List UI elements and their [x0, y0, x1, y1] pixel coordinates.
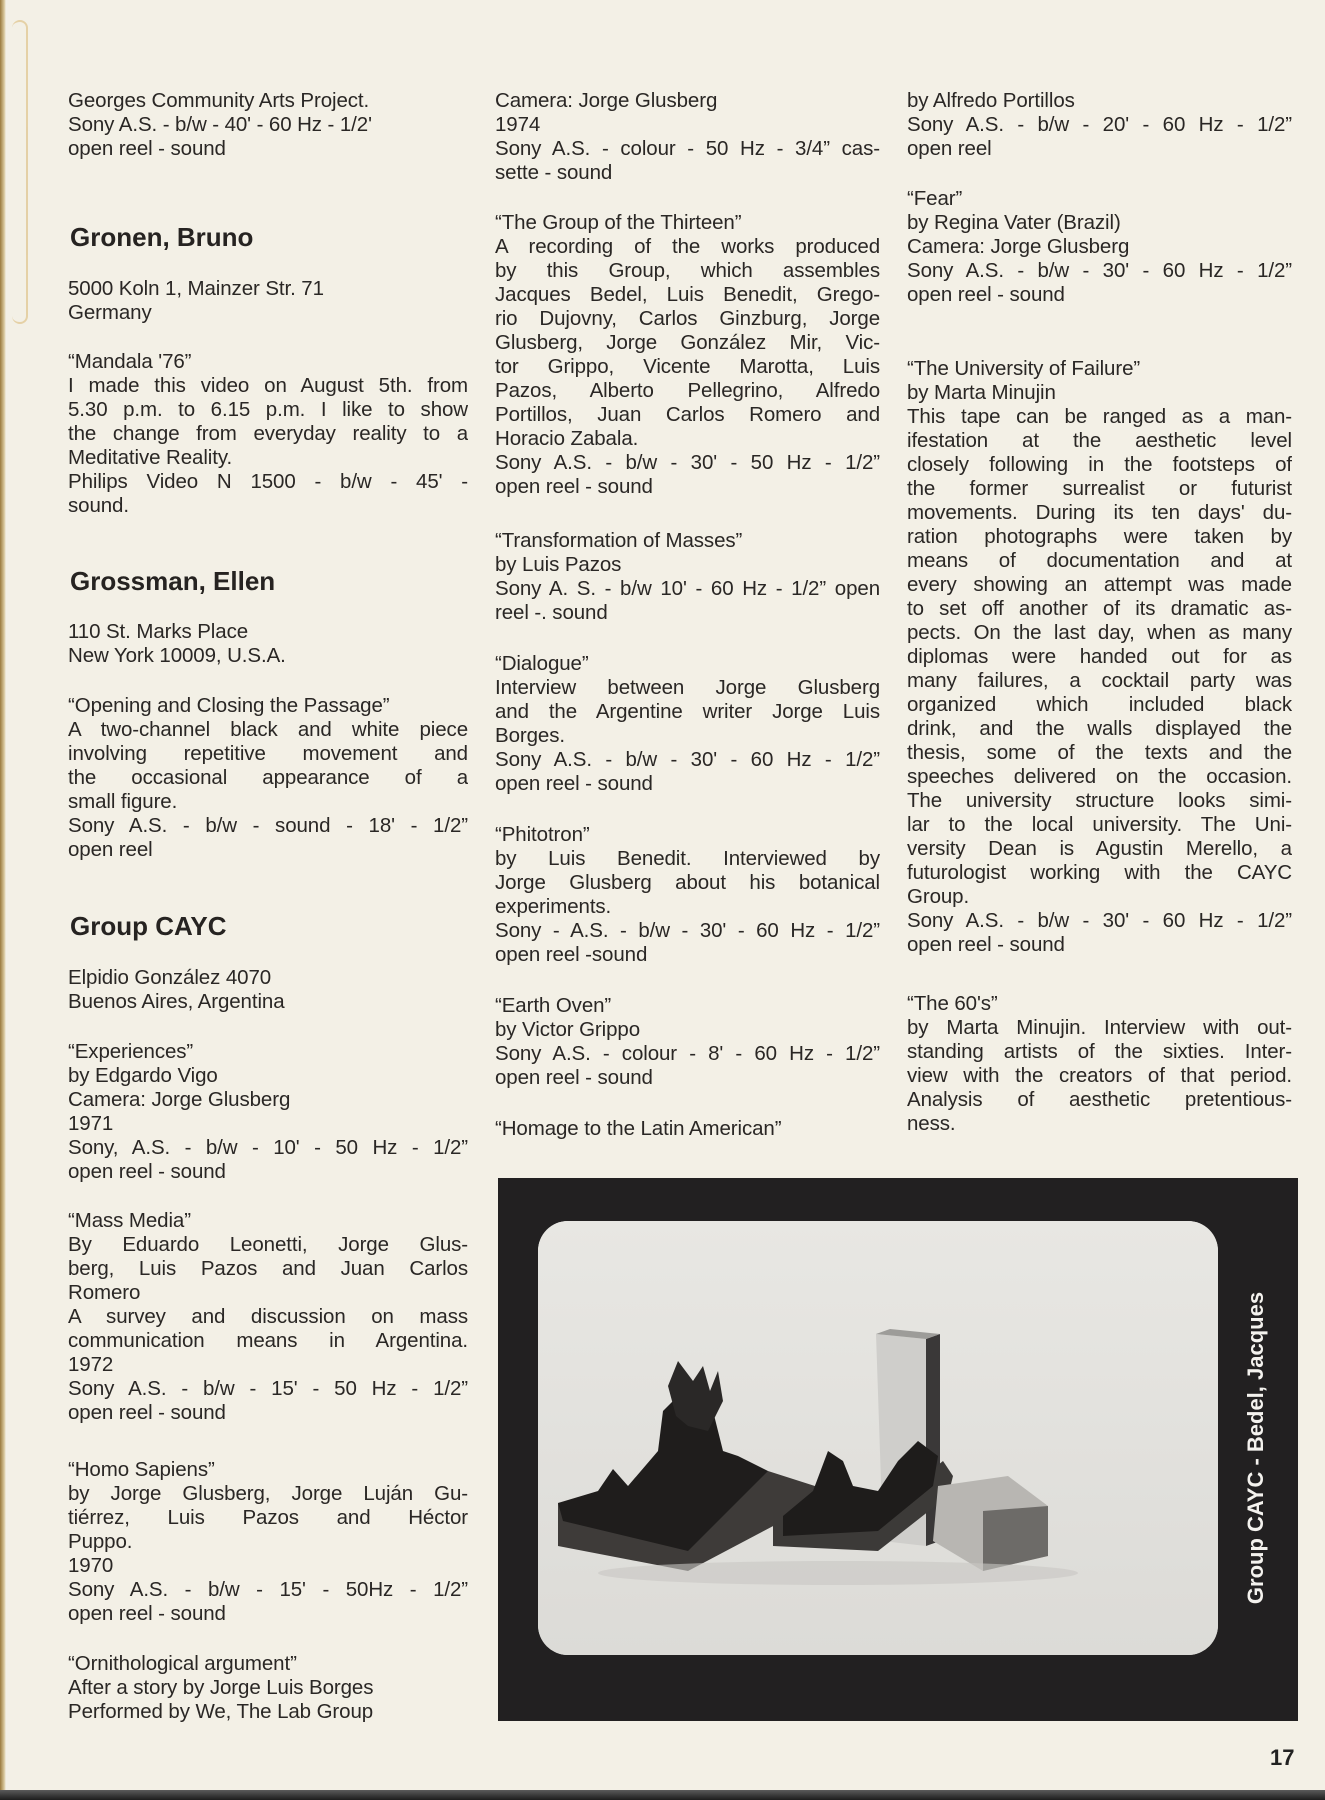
text-line: by Alfredo Portillos: [907, 89, 1075, 112]
text-line: many failures, a cocktail party was: [907, 669, 1292, 692]
text-line: Sony A.S. - b/w - 20' - 60 Hz - 1/2”: [907, 113, 1292, 136]
text-line: 1974: [495, 113, 541, 136]
text-line: movements. During its ten days' du-: [907, 501, 1292, 524]
text-line: by Marta Minujin. Interview with out-: [907, 1016, 1292, 1039]
text-line: sette - sound: [495, 161, 613, 184]
work-title: “Earth Oven”: [495, 994, 612, 1017]
text-line: Analysis of aesthetic pretentious-: [907, 1088, 1292, 1111]
work-title: “Homage to the Latin American”: [495, 1117, 782, 1140]
text-line: Sony A.S. - colour - 8' - 60 Hz - 1/2”: [495, 1042, 880, 1065]
artist-heading: Grossman, Ellen: [70, 566, 276, 596]
work-title: “Transformation of Masses”: [495, 529, 743, 552]
address-line: Buenos Aires, Argentina: [68, 990, 285, 1013]
text-line: open reel - sound: [495, 1066, 653, 1089]
work-title: “Homo Sapiens”: [68, 1458, 215, 1481]
text-line: Glusberg, Jorge González Mir, Vic-: [495, 331, 880, 354]
text-line: tor Grippo, Vicente Marotta, Luis: [495, 355, 880, 378]
text-line: organized which included black: [907, 693, 1292, 716]
work-title: “Fear”: [907, 187, 963, 210]
text-line: By Eduardo Leonetti, Jorge Glus-: [68, 1233, 468, 1256]
text-line: involving repetitive movement and: [68, 742, 468, 765]
text-line: Sony A.S. - b/w - sound - 18' - 1/2”: [68, 814, 468, 837]
address-line: New York 10009, U.S.A.: [68, 644, 286, 667]
text-line: Sony A.S. - b/w - 40' - 60 Hz - 1/2': [68, 113, 372, 136]
text-line: 5.30 p.m. to 6.15 p.m. I like to show: [68, 398, 468, 421]
text-line: by Regina Vater (Brazil): [907, 211, 1121, 234]
work-title: “Opening and Closing the Passage”: [68, 694, 390, 717]
text-line: open reel: [907, 137, 992, 160]
artist-heading: Group CAYC: [70, 911, 227, 941]
text-line: 1970: [68, 1554, 114, 1577]
text-line: by Marta Minujin: [907, 381, 1056, 404]
text-line: reel -. sound: [495, 601, 608, 624]
text-line: versity Dean is Agustin Merello, a: [907, 837, 1292, 860]
text-line: Jacques Bedel, Luis Benedit, Grego-: [495, 283, 880, 306]
text-line: sound.: [68, 494, 129, 517]
text-line: A recording of the works produced: [495, 235, 880, 258]
address-line: 5000 Koln 1, Mainzer Str. 71: [68, 277, 324, 300]
text-line: Romero: [68, 1281, 141, 1304]
text-line: to set off another of its dramatic as-: [907, 597, 1292, 620]
text-line: Sony A.S. - b/w - 15' - 50 Hz - 1/2”: [68, 1377, 468, 1400]
text-line: 1971: [68, 1112, 114, 1135]
paper-stain: [12, 20, 28, 324]
artist-heading: Gronen, Bruno: [70, 222, 254, 252]
text-line: Jorge Glusberg about his botanical: [495, 871, 880, 894]
text-line: Camera: Jorge Glusberg: [68, 1088, 291, 1111]
text-line: by Jorge Glusberg, Jorge Luján Gu-: [68, 1482, 468, 1505]
text-line: open reel - sound: [68, 1160, 226, 1183]
text-line: Portillos, Juan Carlos Romero and: [495, 403, 880, 426]
text-line: rio Dujovny, Carlos Ginzburg, Jorge: [495, 307, 880, 330]
text-line: means of documentation and at: [907, 549, 1292, 572]
text-line: Sony A.S. - b/w - 30' - 60 Hz - 1/2”: [495, 748, 880, 771]
text-line: open reel - sound: [495, 772, 653, 795]
sculpture-illustration: [538, 1221, 1218, 1655]
text-line: Philips Video N 1500 - b/w - 45' -: [68, 470, 468, 493]
scan-bottom-edge: [0, 1790, 1325, 1800]
text-line: Sony A.S. - b/w - 30' - 50 Hz - 1/2”: [495, 451, 880, 474]
text-line: experiments.: [495, 895, 612, 918]
text-line: After a story by Jorge Luis Borges: [68, 1676, 374, 1699]
text-line: every showing an attempt was made: [907, 573, 1292, 596]
work-title: “Mass Media”: [68, 1209, 191, 1232]
photo-caption: Group CAYC - Bedel, Jacques: [1243, 1291, 1268, 1605]
text-line: Puppo.: [68, 1530, 133, 1553]
text-line: This tape can be ranged as a man-: [907, 405, 1292, 428]
text-line: Performed by We, The Lab Group: [68, 1700, 374, 1723]
text-line: ration photographs were taken by: [907, 525, 1292, 548]
text-line: by Luis Pazos: [495, 553, 622, 576]
text-line: pects. On the last day, when as many: [907, 621, 1292, 644]
address-line: Elpidio González 4070: [68, 966, 272, 989]
text-line: ness.: [907, 1112, 956, 1135]
text-line: closely following in the footsteps of: [907, 453, 1292, 476]
text-line: Meditative Reality.: [68, 446, 233, 469]
text-line: the change from everyday reality to a: [68, 422, 468, 445]
work-title: “Phitotron”: [495, 823, 590, 846]
text-line: open reel - sound: [68, 1602, 226, 1625]
text-line: open reel - sound: [68, 137, 226, 160]
text-line: open reel - sound: [495, 475, 653, 498]
text-line: Sony A.S. - b/w - 30' - 60 Hz - 1/2”: [907, 259, 1292, 282]
work-title: “The University of Failure”: [907, 357, 1141, 380]
work-title: “Ornithological argument”: [68, 1652, 297, 1675]
text-line: Group.: [907, 885, 970, 908]
text-line: Borges.: [495, 724, 565, 747]
text-line: speeches delivered on the occasion.: [907, 765, 1292, 788]
text-line: standing artists of the sixties. Inter-: [907, 1040, 1292, 1063]
text-line: and the Argentine writer Jorge Luis: [495, 700, 880, 723]
text-line: futurologist working with the CAYC: [907, 861, 1292, 884]
text-line: Georges Community Arts Project.: [68, 89, 370, 112]
text-line: by this Group, which assembles: [495, 259, 880, 282]
text-line: open reel: [68, 838, 153, 861]
text-line: tiérrez, Luis Pazos and Héctor: [68, 1506, 468, 1529]
address-line: Germany: [68, 301, 152, 324]
text-line: by Luis Benedit. Interviewed by: [495, 847, 880, 870]
text-line: Sony, A.S. - b/w - 10' - 50 Hz - 1/2”: [68, 1136, 468, 1159]
text-line: Pazos, Alberto Pellegrino, Alfredo: [495, 379, 880, 402]
text-line: Horacio Zabala.: [495, 427, 639, 450]
text-line: Sony A.S. - b/w - 15' - 50Hz - 1/2”: [68, 1578, 468, 1601]
text-line: Sony A. S. - b/w 10' - 60 Hz - 1/2” open: [495, 577, 880, 600]
text-line: Sony A.S. - b/w - 30' - 60 Hz - 1/2”: [907, 909, 1292, 932]
text-line: A survey and discussion on mass: [68, 1305, 468, 1328]
text-line: Sony - A.S. - b/w - 30' - 60 Hz - 1/2”: [495, 919, 880, 942]
text-line: 1972: [68, 1353, 114, 1376]
text-line: ifestation at the aesthetic level: [907, 429, 1292, 452]
text-line: the former surrealist or futurist: [907, 477, 1292, 500]
text-line: small figure.: [68, 790, 178, 813]
text-line: view with the creators of that period.: [907, 1064, 1292, 1087]
text-line: open reel - sound: [907, 933, 1065, 956]
text-line: The university structure looks simi-: [907, 789, 1292, 812]
text-line: berg, Luis Pazos and Juan Carlos: [68, 1257, 468, 1280]
work-title: “The Group of the Thirteen”: [495, 211, 742, 234]
text-line: I made this video on August 5th. from: [68, 374, 468, 397]
text-line: communication means in Argentina.: [68, 1329, 468, 1352]
text-line: by Victor Grippo: [495, 1018, 641, 1041]
text-line: by Edgardo Vigo: [68, 1064, 218, 1087]
text-line: diplomas were handed out for as: [907, 645, 1292, 668]
page-number: 17: [1270, 1745, 1295, 1770]
text-line: open reel - sound: [68, 1401, 226, 1424]
photo-image-area: [538, 1221, 1218, 1655]
text-line: drink, and the walls displayed the: [907, 717, 1292, 740]
text-line: Interview between Jorge Glusberg: [495, 676, 880, 699]
sculpture-photo: [498, 1178, 1298, 1721]
text-line: lar to the local university. The Uni-: [907, 813, 1292, 836]
text-line: Camera: Jorge Glusberg: [495, 89, 718, 112]
text-line: Camera: Jorge Glusberg: [907, 235, 1130, 258]
work-title: “Dialogue”: [495, 652, 589, 675]
work-title: “Experiences”: [68, 1040, 194, 1063]
text-line: thesis, some of the texts and the: [907, 741, 1292, 764]
page-binding-edge: [0, 0, 6, 1800]
text-line: open reel - sound: [907, 283, 1065, 306]
address-line: 110 St. Marks Place: [68, 620, 249, 643]
text-line: Sony A.S. - colour - 50 Hz - 3/4” cas-: [495, 137, 880, 160]
work-title: “Mandala '76”: [68, 350, 192, 373]
text-line: open reel -sound: [495, 943, 648, 966]
work-title: “The 60's”: [907, 992, 998, 1015]
text-line: the occasional appearance of a: [68, 766, 468, 789]
text-line: A two-channel black and white piece: [68, 718, 468, 741]
